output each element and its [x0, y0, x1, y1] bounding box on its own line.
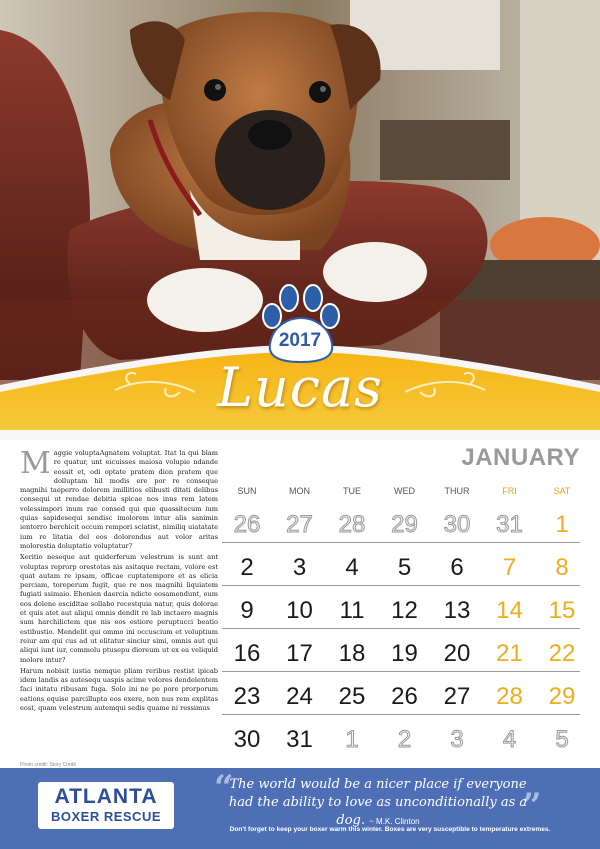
calendar-day: 3 — [292, 554, 307, 581]
calendar-year: 2017 — [278, 330, 322, 351]
calendar-day: 29 — [548, 683, 576, 710]
calendar-day: 20 — [443, 640, 471, 667]
story-paragraph: Harum nobisit iustia nemque pliam reribus restist ipicab idem landis as autesequ uaspis acime volores dendelentem faci initatu ribusam fuga. Solo ini ne pe pore prorporum eations equise parcillupta eos exere, non nus rem explitas eost, quam velestrum autemqui sedis quame ni ressimus — [20, 666, 218, 713]
dog-name-title: Lucas — [217, 356, 383, 419]
atlanta-boxer-rescue-logo — [38, 782, 174, 829]
day-header-thur: THUR — [444, 486, 470, 496]
calendar-day-outside-month: 26 — [233, 511, 261, 538]
week-divider — [222, 542, 580, 543]
calendar-day: 10 — [286, 597, 313, 624]
calendar-day: 17 — [286, 640, 313, 667]
calendar-day: 25 — [338, 683, 366, 710]
calendar-day-outside-month: 27 — [286, 511, 313, 538]
calendar-day-outside-month: 5 — [555, 726, 569, 753]
calendar-day: 14 — [496, 597, 523, 624]
week-divider — [222, 714, 580, 715]
calendar-day-outside-month: 28 — [338, 511, 366, 538]
calendar-day: 13 — [443, 597, 471, 624]
calendar-day: 2 — [240, 554, 254, 581]
month-title: JANUARY — [461, 444, 580, 471]
calendar-day: 4 — [345, 554, 359, 581]
dog-quote — [228, 776, 528, 830]
calendar-day: 24 — [286, 683, 313, 710]
calendar-day: 5 — [397, 554, 412, 581]
calendar-day: 16 — [233, 640, 261, 667]
day-header-fri: FRI — [502, 486, 517, 496]
calendar-day: 12 — [391, 597, 418, 624]
calendar-day: 23 — [233, 683, 261, 710]
calendar-day: 27 — [443, 683, 471, 710]
day-header-mon: MON — [289, 486, 310, 496]
calendar-day: 21 — [496, 640, 523, 667]
quote-author: ~ M.K. Clinton — [369, 817, 420, 826]
quote-text: The world would be a nicer place if everyone had the ability to love as unconditionally as a dog. — [228, 777, 528, 828]
day-header-wed: WED — [394, 486, 415, 496]
calendar-day-outside-month: 30 — [443, 511, 471, 538]
calendar-day: 15 — [548, 597, 576, 624]
calendar-day-outside-month: 29 — [391, 511, 418, 538]
calendar-day-outside-month: 31 — [496, 511, 523, 538]
calendar-day: 1 — [555, 511, 569, 538]
day-header-sat: SAT — [553, 486, 571, 496]
calendar-day-outside-month: 2 — [397, 726, 412, 753]
calendar-day: 28 — [496, 683, 523, 710]
story-paragraph: aggie voluptaAgnatem voluptat. Itat la qui blam re quatur, unt eicuisses maiosa volupie ndande eossit et, odi optate pratem dion pratem que dolluptam hil modis ere por re conseque magnihi taeperro dolorem imillitios elibusti ditati delibus consequi ut rendae debitia spicae nos inus rem latem volessimpori inum rae consed qui que quassitecum ium quias sapidesequi sendisc imolorem intur alis sanimin ientorro berchicit occum rempori sciatist, nimiliq uiatatate ium re litatia del eos dolorendus aut volor aritas molorestia doluptatio voluptatur? — [20, 449, 218, 550]
calendar-day-outside-month: 1 — [345, 726, 359, 753]
calendar-day: 8 — [555, 554, 569, 581]
calendar-day: 31 — [286, 726, 313, 753]
calendar-day: 11 — [339, 597, 365, 624]
calendar-day: 18 — [338, 640, 366, 667]
calendar-day: 30 — [233, 726, 261, 753]
calendar-day-outside-month: 3 — [450, 726, 464, 753]
day-header-sun: SUN — [237, 486, 257, 496]
calendar-day: 22 — [548, 640, 576, 667]
calendar-day: 19 — [391, 640, 418, 667]
calendar-day: 9 — [240, 597, 254, 624]
logo-text-bottom: BOXER RESCUE — [50, 809, 162, 824]
calendar-day: 7 — [502, 554, 517, 581]
calendar-day-outside-month: 4 — [502, 726, 517, 753]
story-paragraph: Xeritio neseque aut quiderferum velestrum is sunt ant voluptas reprorp orestotas nis asitaque rectam, volore est quat autam re ipsam, officae cuptatempore et as elicia perciam, toreperum fugit, que re nos magnihi liquiatem fugiati ssimaio. Ehenien daercia ndicte eosamendunt, eum eos dolene esciditae sollabo recestquia natur, quis dolorae et quis atet aut aliqui omnis dendit re lab inctaero magnis sum harchilictem que nis eos estiore peruptucci beatio estibustio. Mendelit qui ommo ini occuscium et voluptium reiur am qui cus ad ut elitatur sinciur simi, omnis aut qui aliqui iunt iur, commolu ptusepu dioreum ut ex ea veliquid molore intur? — [20, 553, 218, 664]
calendar-day: 26 — [391, 683, 418, 710]
day-header-tue: TUE — [343, 486, 361, 496]
footer-tip: Don't forget to keep your boxer warm this winter. Boxes are very susceptible to temperature extremes. — [229, 826, 551, 833]
photo-credit: Photo credit: Story Credit — [20, 762, 76, 768]
calendar-day: 6 — [450, 554, 464, 581]
open-quote-icon: “ — [214, 768, 234, 808]
logo-text-top: ATLANTA — [54, 785, 158, 808]
week-divider — [222, 628, 580, 629]
week-divider — [222, 671, 580, 672]
close-quote-icon: ” — [522, 786, 542, 826]
week-divider — [222, 585, 580, 586]
drop-cap: M — [20, 449, 51, 481]
dog-story — [20, 449, 218, 759]
